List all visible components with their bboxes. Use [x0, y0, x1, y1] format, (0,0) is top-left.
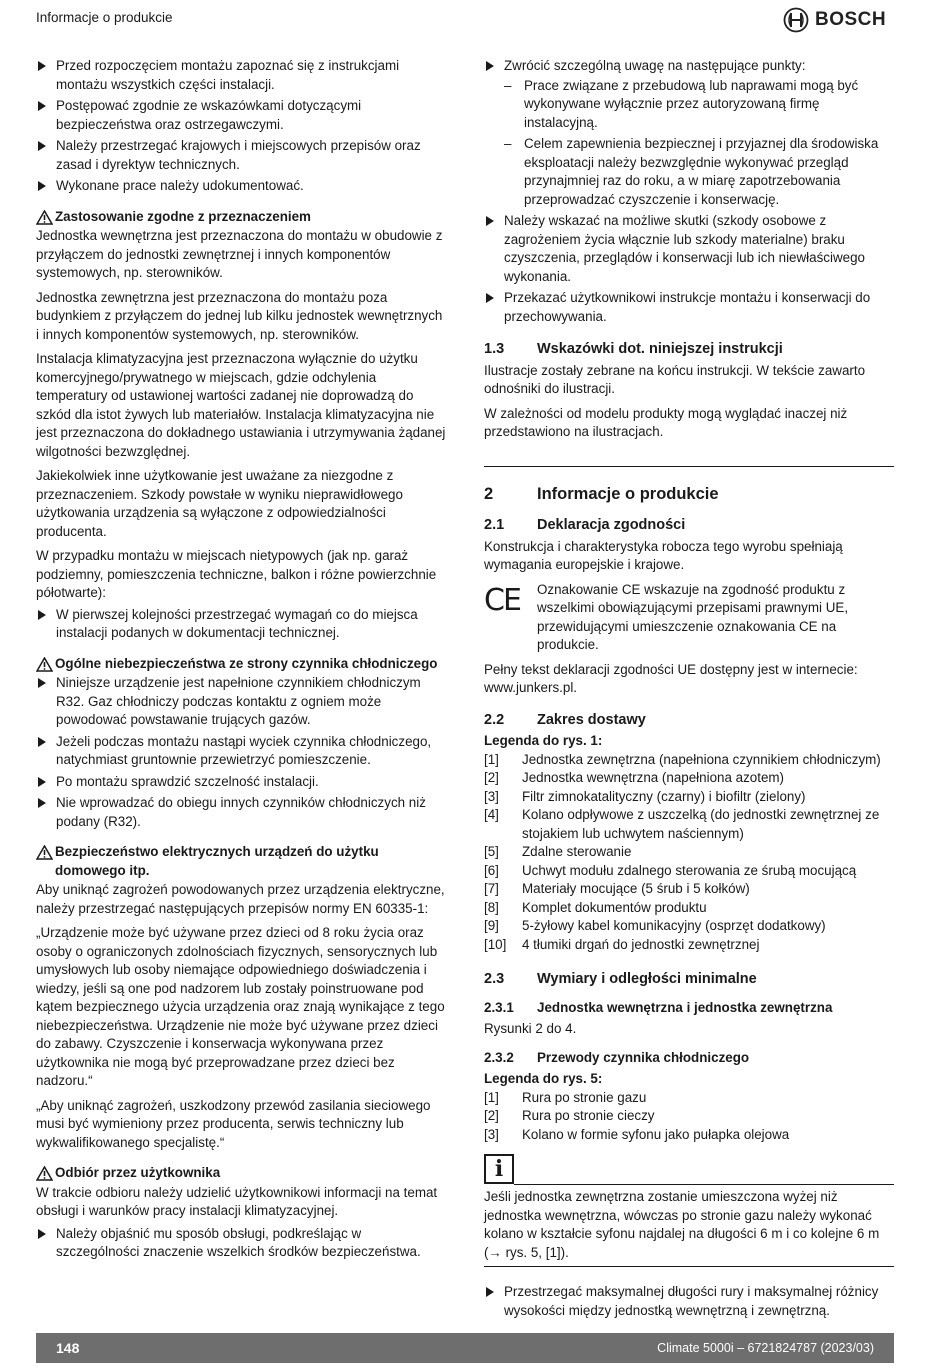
legend-item: [484, 862, 894, 881]
section-heading: [484, 516, 894, 535]
section-number: 2.1: [484, 517, 505, 533]
section-heading: [484, 970, 894, 989]
warning-triangle-icon: [36, 1166, 53, 1181]
brand-name: BOSCH: [815, 8, 887, 30]
list-item: Przekazać użytkownikowi instrukcje montażu i konserwacji do przechowywania.: [484, 289, 894, 326]
legend-text: Jednostka wewnętrzna (napełniona azotem): [522, 770, 785, 785]
list-item: Należy przestrzegać krajowych i miejscowych przepisów oraz zasad i dyrektyw technicznych.: [36, 137, 446, 174]
paragraph: „Aby uniknąć zagrożeń, uszkodzony przewód zasilania sieciowego musi być wymieniony przez producenta, serwis techniczny lub wykwalifikowanego specjalistę.“: [36, 1097, 431, 1150]
legend-text: Jednostka zewnętrzna (napełniona czynnikiem chłodniczym): [522, 751, 881, 767]
warning-triangle-icon: [36, 210, 53, 225]
legend-key: [3]: [484, 788, 499, 804]
legend-key: [1]: [484, 1089, 499, 1105]
dash-item: – Celem zapewnienia bezpiecznej i przyjaznej dla środowiska eksploatacji należy bezwzględnie wykonywać przegląd przynajmniej raz do roku, a w miarę zapotrzebowania przeprowadzać czyszczenie i konserwację.: [484, 135, 894, 209]
section-number: 1.3: [484, 341, 505, 357]
legend-text: Komplet dokumentów produktu: [522, 899, 707, 915]
legend-item: [484, 1089, 894, 1108]
dash-item: – Prace związane z przebudową lub naprawami mogą być wykonywane wyłącznie przez autoryzowaną firmę instalacyjną.: [484, 77, 894, 133]
legend-text: 5-żyłowy kabel komunikacyjny (osprzęt dodatkowy): [522, 918, 826, 933]
legend-item: [484, 788, 894, 807]
bosch-armature-icon: [783, 7, 809, 33]
paragraph: W trakcie odbioru należy udzielić użytkownikowi informacji na temat obsługi i warunków pracy instalacji klimatyzacyjnej.: [36, 1184, 438, 1218]
legend-title: Legenda do rys. 1:: [484, 733, 603, 748]
legend-item: [484, 843, 894, 862]
warning-heading: [36, 1164, 446, 1183]
legend-text: Rura po stronie gazu: [522, 1089, 647, 1105]
list-item: Zwrócić szczególną uwagę na następujące punkty:: [484, 57, 894, 76]
left-column: [36, 57, 446, 1265]
warning-heading: [36, 655, 446, 674]
warning-title: Ogólne niebezpieczeństwa ze strony czynnika chłodniczego: [55, 655, 438, 671]
chapter-rule: [484, 466, 894, 467]
legend-key: [9]: [484, 918, 499, 933]
legend-key: [3]: [484, 1126, 499, 1142]
warning-title: Bezpieczeństwo elektrycznych urządzeń do użytku domowego itp.: [55, 844, 379, 878]
legend-list: [484, 1089, 894, 1145]
legend-text: Uchwyt modułu zdalnego sterowania ze śrubą mocującą: [522, 862, 857, 878]
section-heading: [484, 340, 894, 359]
bosch-logo: [783, 7, 886, 33]
list-item: Wykonane prace należy udokumentować.: [36, 177, 446, 196]
legend-item: [484, 936, 894, 955]
list-item: Należy wskazać na możliwe skutki (szkody osobowe z zagrożeniem życia włącznie lub szkody materialne) braku czyszczenia, przeglądów i konserwacji lub ich niewłaściwego wykonania.: [484, 212, 894, 286]
legend-item: [484, 899, 894, 918]
warning-heading: [36, 208, 446, 227]
paragraph: Jednostka wewnętrzna jest przeznaczona do montażu w obudowie z przyłączem do jednostki zewnętrznej i innych komponentów systemowych, np. sterowników.: [36, 228, 443, 280]
ce-text: Oznakowanie CE wskazuje na zgodność produktu z wszelkimi obowiązującymi przepisami prawnymi UE, przewidującymi umieszczenie oznakowania CE na produkcie.: [537, 581, 849, 652]
paragraph: Aby uniknąć zagrożeń powodowanych przez urządzenia elektryczne, należy przestrzegać następujących przepisów normy EN 60335-1:: [36, 882, 445, 916]
chapter-heading: [484, 485, 894, 504]
subsection-number: 2.3.2: [484, 1049, 514, 1065]
paragraph: W zależności od modelu produkty mogą wyglądać inaczej niż przedstawiono na ilustracjach.: [484, 405, 848, 439]
document-id: Climate 5000i – 6721824787 (2023/03): [657, 1340, 874, 1355]
paragraph: Pełny tekst deklaracji zgodności UE dostępny jest w internecie: www.junkers.pl.: [484, 661, 858, 695]
list-item: Przestrzegać maksymalnej długości rury i maksymalnej różnicy wysokości między jednostką wewnętrzną i zewnętrzną.: [484, 1283, 894, 1320]
ce-mark-icon: CE: [484, 582, 520, 618]
list-item: Należy objaśnić mu sposób obsługi, podkreślając w szczególności znaczenie wszelkich środków bezpieczeństwa.: [36, 1225, 446, 1262]
section-title: Wskazówki dot. niniejszej instrukcji: [537, 341, 783, 357]
list-item: Jeżeli podczas montażu nastąpi wyciek czynnika chłodniczego, natychmiast gruntownie przewietrzyć pomieszczenie.: [36, 733, 446, 770]
section-title: Deklaracja zgodności: [537, 517, 686, 533]
paragraph: Ilustracje zostały zebrane na końcu instrukcji. W tekście zawarto odnośniki do ilustracji.: [484, 362, 866, 396]
list-item: Po montażu sprawdzić szczelność instalacji.: [36, 773, 446, 792]
warning-triangle-icon: [36, 845, 53, 860]
legend-text: 4 tłumiki drgań do jednostki zewnętrznej: [522, 936, 760, 952]
section-number: 2.3: [484, 971, 505, 987]
legend-key: [2]: [484, 770, 499, 785]
warning-title: Odbiór przez użytkownika: [55, 1165, 221, 1180]
legend-key: [2]: [484, 1108, 499, 1123]
section-title: Zakres dostawy: [537, 711, 646, 728]
subsection-title: Jednostka wewnętrzna i jednostka zewnętrzna: [537, 999, 833, 1015]
list-item: Nie wprowadzać do obiegu innych czynników chłodniczych niż podany (R32).: [36, 794, 446, 831]
legend-item: [484, 880, 894, 899]
legend-text: Zdalne sterowanie: [522, 844, 632, 859]
header-title: Informacje o produkcie: [36, 10, 173, 25]
legend-item: [484, 1126, 894, 1145]
ce-notice: [484, 581, 894, 655]
warning-triangle-icon: [36, 657, 53, 672]
divider: [514, 1184, 894, 1185]
paragraph: Konstrukcja i charakterystyka robocza tego wyrobu spełniają wymagania europejskie i krajowe.: [484, 538, 843, 572]
legend-item: [484, 769, 894, 788]
list-item: Przed rozpoczęciem montażu zapoznać się z instrukcjami montażu wszystkich części instalacji.: [36, 57, 446, 94]
legend-item: [484, 806, 894, 843]
warning-title: Zastosowanie zgodne z przeznaczeniem: [55, 208, 311, 224]
subsection-title: Przewody czynnika chłodniczego: [537, 1049, 750, 1065]
legend-item: [484, 1107, 894, 1126]
subsection-heading: [484, 1049, 894, 1068]
warning-heading: [36, 843, 446, 880]
paragraph: Instalacja klimatyzacyjna jest przeznaczona wyłącznie do użytku komercyjnego/prywatnego w miejscach, gdzie odchylenia temperatury od ustawionej wartości zadanej nie doprowadzą do szkód dla istot żywych lub materiałów. Instalacja klimatyzacyjna nie jest przeznaczona do dokładnego ustawiania i utrzymywania żądanej wilgotności bezwzględnej.: [36, 351, 446, 459]
info-icon: i: [484, 1154, 514, 1184]
legend-item: [484, 917, 894, 936]
paragraph: W przypadku montażu w miejscach nietypowych (jak np. garaż podziemny, pomieszczenia techniczne, balkon i różne powierzchnie półotwarte):: [36, 548, 437, 600]
paragraph: Jakiekolwiek inne użytkowanie jest uważane za niezgodne z przeznaczeniem. Szkody powstałe w wyniku nieprawidłowego użytkowania urządzenia są wyłączone z odpowiedzialności producenta.: [36, 468, 403, 539]
list-item: Niniejsze urządzenie jest napełnione czynnikiem chłodniczym R32. Gaz chłodniczy podczas kontaktu z ogniem może powodować powstawanie trujących gazów.: [36, 674, 446, 730]
legend-item: [484, 751, 894, 770]
legend-text: Rura po stronie cieczy: [522, 1108, 655, 1123]
page-number: 148: [56, 1339, 80, 1356]
legend-title: Legenda do rys. 5:: [484, 1071, 603, 1086]
page-footer: [36, 1333, 894, 1363]
paragraph: Rysunki 2 do 4.: [484, 1021, 577, 1036]
subsection-number: 2.3.1: [484, 999, 514, 1015]
right-column: [484, 57, 894, 1323]
subsection-heading: [484, 999, 894, 1018]
legend-key: [10]: [484, 936, 507, 952]
legend-list: [484, 751, 894, 955]
section-number: 2.2: [484, 711, 505, 728]
legend-key: [7]: [484, 881, 499, 896]
legend-key: [1]: [484, 751, 499, 767]
legend-key: [4]: [484, 807, 499, 822]
section-heading: [484, 711, 894, 730]
info-notice: [484, 1154, 894, 1184]
section-title: Wymiary i odległości minimalne: [537, 971, 757, 987]
legend-text: Filtr zimnokatalityczny (czarny) i biofiltr (zielony): [522, 788, 806, 804]
legend-text: Materiały mocujące (5 śrub i 5 kołków): [522, 881, 750, 896]
chapter-number: 2: [484, 484, 494, 503]
paragraph: Jednostka zewnętrzna jest przeznaczona do montażu poza budynkiem z przyłączem do jednej lub kilku jednostek wewnętrznych i innych komponentów systemowych, np. sterowników.: [36, 289, 443, 342]
legend-key: [6]: [484, 862, 499, 878]
legend-key: [8]: [484, 899, 499, 915]
list-item: W pierwszej kolejności przestrzegać wymagań co do miejsca instalacji podanych w dokumentacji technicznej.: [36, 606, 446, 643]
chapter-title: Informacje o produkcie: [537, 484, 719, 503]
legend-text: Kolano w formie syfonu jako pułapka olejowa: [522, 1126, 790, 1142]
legend-text: Kolano odpływowe z uszczelką (do jednostki zewnętrznej ze stojakiem lub uchwytem naściennym): [522, 807, 880, 841]
legend-key: [5]: [484, 844, 499, 859]
info-text: Jeśli jednostka zewnętrzna zostanie umieszczona wyżej niż jednostka wewnętrzna, wówczas po stronie gazu należy wykonać kolano w kształcie syfonu najdalej na długości 6 m i co kolejne 6 m (→ rys. 5, [1]).: [484, 1184, 894, 1267]
list-item: Postępować zgodnie ze wskazówkami dotyczącymi bezpieczeństwa oraz ostrzegawczymi.: [36, 97, 446, 134]
paragraph: „Urządzenie może być używane przez dzieci od 8 roku życia oraz osoby o ograniczonych zdolnościach fizycznych, sensorycznych lub umysłowych lub osoby niemające odpowiedniego doświadczenia i wiedzy, jeśli są one pod nadzorem lub zostały poinstruowane pod kątem bezpiecznego użycia urządzenia oraz znają wynikające z tego niebezpieczeństwa. Urządzenie nie może być używane przez dzieci do zabawy. Czyszczenie i konserwacja wykonywana przez użytkownika nie mogą być przeprowadzane przez dzieci bez nadzoru.“: [36, 925, 445, 1088]
